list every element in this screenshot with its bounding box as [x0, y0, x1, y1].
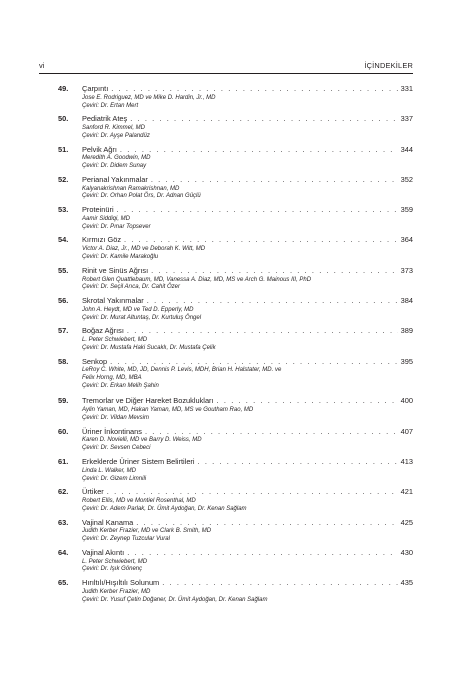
chapter-title-line	[82, 357, 413, 367]
translator-credit: Çeviri: Dr. Seçil Arıca, Dr. Cahit Özer	[82, 284, 181, 291]
toc-entry	[39, 84, 413, 114]
author-credit: Linda L. Walker, MD	[82, 467, 136, 474]
chapter-number: 57.	[58, 326, 69, 336]
chapter-title-line	[82, 457, 413, 467]
chapter-title: Proteinüri	[82, 205, 114, 215]
author-credit: Robert Ellis, MD ve Montiel Rosenthal, MD	[82, 498, 196, 505]
author-credit: LeRoy C. White, MD, JD, Dennis P. Levis, MDH, Brian H. Halstater, MD. ve	[82, 367, 282, 374]
author-credit: Judith Kerber Frazier, MD	[82, 588, 151, 595]
chapter-number: 64.	[58, 547, 69, 557]
page-number: vi	[39, 61, 45, 70]
chapter-page-number: 364	[400, 235, 413, 245]
chapter-number: 51.	[58, 144, 69, 154]
chapter-page-number: 359	[400, 205, 413, 215]
chapter-number: 59.	[58, 396, 69, 406]
author-credit: Karen D. Novielli, MD ve Barry D. Weiss, MD	[82, 437, 202, 444]
toc-entry	[39, 235, 413, 265]
author-credit: Aamir Siddiqi, MD	[82, 215, 131, 222]
toc-entry	[39, 296, 413, 326]
chapter-title-line	[82, 296, 413, 306]
toc-entry	[39, 396, 413, 426]
translator-credit: Çeviri: Dr. Ertan Mert	[82, 102, 139, 109]
toc-entry	[39, 487, 413, 517]
chapter-title-line	[82, 427, 413, 437]
chapter-number: 63.	[58, 517, 69, 527]
chapter-page-number: 331	[400, 84, 413, 93]
chapter-page-number: 425	[400, 517, 413, 527]
dot-leader	[136, 518, 397, 528]
author-credit: Judith Kerber Frazier, MD ve Clark B. Smith, MD	[82, 528, 212, 535]
dot-leader	[110, 357, 398, 367]
chapter-title: Perianal Yakınmalar	[82, 174, 148, 184]
translator-credit: Çeviri: Dr. Yusuf Çetin Doğaner, Dr. Ümit Aydoğan, Dr. Kenan Sağlam	[82, 596, 268, 603]
header-rule	[39, 73, 413, 74]
author-credit: Aylin Yaman, MD, Hakan Yaman, MD, MS ve Goutham Rao, MD	[82, 407, 254, 414]
author-credit: Victor A. Diaz, Jr., MD ve Deborah K. Witt, MD	[82, 246, 206, 253]
chapter-title: Vajinal Akıntı	[82, 547, 125, 557]
chapter-title-line	[82, 145, 413, 155]
chapter-page-number: 337	[400, 114, 413, 124]
dot-leader	[151, 175, 398, 185]
chapter-title-line	[82, 84, 413, 94]
chapter-number: 53.	[58, 205, 69, 215]
chapter-title-line	[82, 396, 413, 406]
toc-entry	[39, 266, 413, 296]
dot-leader	[120, 145, 398, 155]
author-credit: John A. Heydt, MD ve Ted D. Epperly, MD	[82, 306, 194, 313]
chapter-page-number: 430	[400, 547, 413, 557]
chapter-title-line	[82, 114, 413, 124]
translator-credit: Çeviri: Dr. Gizem Limnili	[82, 475, 147, 482]
dot-leader	[151, 266, 398, 276]
chapter-page-number: 400	[400, 396, 413, 406]
toc-entry	[39, 326, 413, 356]
chapter-title-line	[82, 235, 413, 245]
author-credit: Felix Horng, MD, MBA	[82, 375, 142, 382]
chapter-title: Çarpıntı	[82, 84, 109, 93]
chapter-title-line	[82, 578, 413, 588]
toc-entry	[39, 145, 413, 175]
translator-credit: Çeviri: Dr. Mustafa Haki Sucaklı, Dr. Mustafa Çelik	[82, 344, 216, 351]
translator-credit: Çeviri: Dr. Pınar Topsever	[82, 223, 151, 230]
toc-entry	[39, 357, 413, 397]
chapter-number: 56.	[58, 296, 69, 306]
chapter-title-line	[82, 548, 413, 558]
chapter-page-number: 413	[400, 456, 413, 466]
translator-credit: Çeviri: Dr. Işık Gönenç	[82, 566, 143, 573]
chapter-title-line	[82, 266, 413, 276]
chapter-number: 55.	[58, 265, 69, 275]
translator-credit: Çeviri: Dr. Vildan Mevsim	[82, 414, 150, 421]
chapter-title-line	[82, 518, 413, 528]
dot-leader	[217, 396, 398, 406]
chapter-title-line	[82, 326, 413, 336]
translator-credit: Çeviri: Dr. Adem Parlak, Dr. Ümit Aydoğan, Dr. Kenan Sağlam	[82, 505, 247, 512]
translator-credit: Çeviri: Dr. Erkan Melih Şahin	[82, 383, 159, 390]
chapter-page-number: 407	[400, 426, 413, 436]
chapter-number: 60.	[58, 426, 69, 436]
translator-credit: Çeviri: Dr. Orhan Polat Örs, Dr. Adnan Güçlü	[82, 193, 201, 200]
dot-leader	[130, 114, 397, 124]
toc-entry	[39, 427, 413, 457]
chapter-page-number: 384	[400, 296, 413, 306]
translator-credit: Çeviri: Dr. Kamile Marakoğlu	[82, 254, 159, 261]
chapter-title: Hırıltılı/Hışıltılı Solunum	[82, 578, 160, 588]
chapter-number: 50.	[58, 114, 69, 124]
chapter-page-number: 395	[400, 356, 413, 366]
toc-entry	[39, 205, 413, 235]
chapter-title: Pelvik Ağrı	[82, 144, 117, 154]
chapter-number: 65.	[58, 578, 69, 588]
chapter-title: Üriner İnkontinans	[82, 426, 142, 436]
toc-entry	[39, 175, 413, 205]
author-credit: Robert Glen Quattlebaum, MD, Vanessa A. Diaz, MD, MS ve Arch G. Mainous III, PhD	[82, 276, 312, 283]
author-credit: Meredith A. Goodwin, MD	[82, 155, 151, 162]
chapter-title-line	[82, 487, 413, 497]
chapter-title: Ürtiker	[82, 487, 104, 497]
chapter-page-number: 373	[400, 265, 413, 275]
translator-credit: Çeviri: Dr. Zeynep Tuzcular Vural	[82, 536, 170, 543]
translator-credit: Çeviri: Dr. Murat Altuntaş, Dr. Kurtuluş Öngel	[82, 314, 202, 321]
chapter-title-line	[82, 205, 413, 215]
chapter-title-line	[82, 175, 413, 185]
dot-leader	[107, 487, 398, 497]
chapter-title: Rinit ve Sinüs Ağrısı	[82, 265, 149, 275]
dot-leader	[111, 84, 397, 94]
chapter-title: Senkop	[82, 356, 108, 366]
dot-leader	[127, 326, 398, 336]
chapter-page-number: 389	[400, 326, 413, 336]
translator-credit: Çeviri: Dr. Sevsen Cebeci	[82, 445, 151, 452]
toc-entry	[39, 578, 413, 608]
author-credit: Kalyanakrishnan Ramakrishnan, MD	[82, 185, 180, 192]
chapter-title: Tremorlar ve Diğer Hareket Bozuklukları	[82, 396, 214, 406]
dot-leader	[127, 548, 397, 558]
author-credit: Jose E. Rodriguez, MD ve Mike D. Hardin, Jr., MD	[82, 94, 216, 101]
dot-leader	[145, 427, 398, 437]
dot-leader	[147, 296, 398, 306]
chapter-title: Pediatrik Ateş	[82, 114, 128, 124]
table-of-contents	[39, 84, 413, 608]
chapter-number: 61.	[58, 456, 69, 466]
chapter-page-number: 421	[400, 487, 413, 497]
author-credit: L. Peter Schwiebert, MD	[82, 558, 148, 565]
chapter-title: Kırmızı Göz	[82, 235, 122, 245]
chapter-number: 62.	[58, 487, 69, 497]
chapter-page-number: 344	[400, 144, 413, 154]
chapter-number: 54.	[58, 235, 69, 245]
toc-entry	[39, 114, 413, 144]
translator-credit: Çeviri: Dr. Ayşe Palandüz	[82, 132, 150, 139]
translator-credit: Çeviri: Dr. Didem Sunay	[82, 163, 147, 170]
dot-leader	[117, 205, 398, 215]
chapter-title: Erkeklerde Üriner Sistem Belirtileri	[82, 456, 195, 466]
chapter-number: 49.	[58, 84, 69, 93]
author-credit: Sanford R. Kimmel, MD	[82, 125, 146, 132]
dot-leader	[162, 578, 397, 588]
dot-leader	[198, 457, 398, 467]
chapter-title: Boğaz Ağrısı	[82, 326, 124, 336]
chapter-number: 58.	[58, 356, 69, 366]
running-head	[39, 60, 413, 72]
toc-entry	[39, 518, 413, 548]
chapter-title: Vajinal Kanama	[82, 517, 134, 527]
dot-leader	[124, 235, 398, 245]
author-credit: L. Peter Schwiebert, MD	[82, 337, 148, 344]
toc-entry	[39, 457, 413, 487]
toc-entry	[39, 548, 413, 578]
chapter-number: 52.	[58, 174, 69, 184]
section-title: İÇİNDEKİLER	[364, 61, 413, 70]
chapter-title: Skrotal Yakınmalar	[82, 296, 144, 306]
chapter-page-number: 435	[400, 578, 413, 588]
chapter-page-number: 352	[400, 174, 413, 184]
